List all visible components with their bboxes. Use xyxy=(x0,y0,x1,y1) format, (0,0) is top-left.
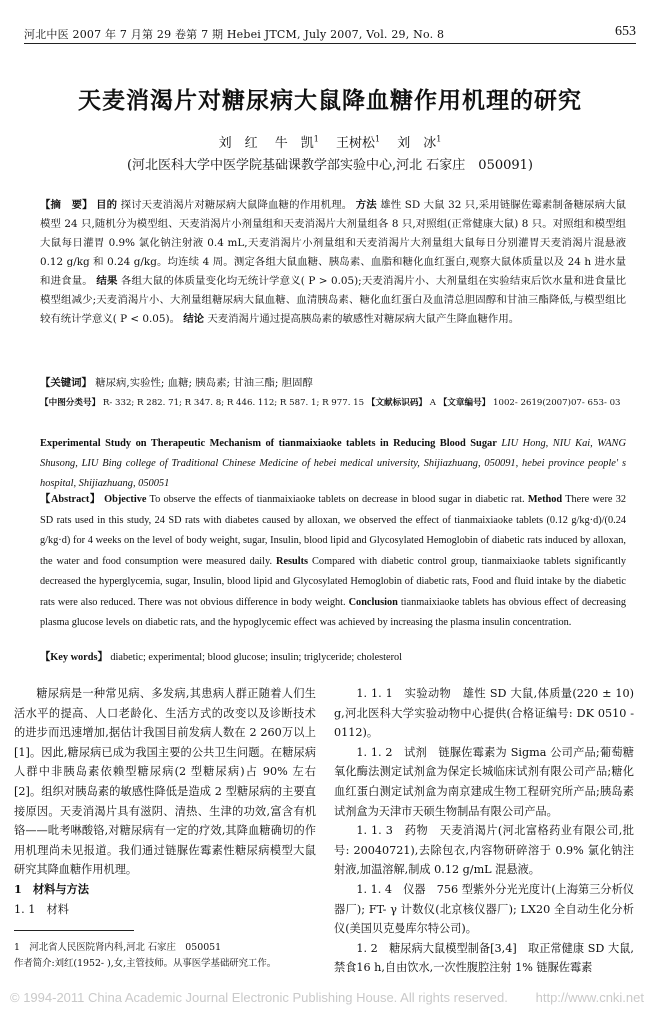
article-id-value: 1002- 2619(2007)07- 653- 03 xyxy=(493,398,621,408)
en-keywords-text: diabetic; experimental; blood glucose; insulin; triglyceride; cholesterol xyxy=(110,652,403,663)
english-abstract xyxy=(40,490,626,634)
results-text: Compared with diabetic control group, tianmaixiaoke tablets significantly decreased the hyperglycemia, sugar, Insulin, blood lipid and Glycosylated Hemoglobin of diabetic rats, Food and fluid intake by the diabetic rats were also reduced. There was not obvious difference in body weight. xyxy=(40,555,626,608)
footnotes xyxy=(14,940,316,972)
section-heading-materials-methods: 1 材料与方法 xyxy=(14,881,89,896)
page-number: 653 xyxy=(615,24,636,39)
footnote-affiliation: 1 河北省人民医院肾内科,河北 石家庄 050051 xyxy=(14,942,222,953)
english-authors: LIU Hong, NIU Kai, WANG Shusong, LIU Bing college of Traditional Chinese Medicine of hebei medical university, Shijiazhuang, 050091, hebei province people' s hospital, Shijiazhuang, 050051 xyxy=(40,438,626,489)
results-label: Results xyxy=(276,555,309,567)
para-reagents: 1. 1. 2 试剂 链脲佐霉素为 Sigma 公司产品;葡萄糖氧化酶法测定试剂盒为保定长城临床试剂有限公司产品;糖化血红蛋白测定试剂盒为南京建成生物工程研究所产品;胰岛素试剂盒为天津市天硕生物制品有限公司产品。 xyxy=(334,745,634,818)
objective-text: To observe the effects of tianmaixiaoke tablets on decrease in blood sugar in diabetic rat. xyxy=(149,494,525,505)
author-3-mark: 1 xyxy=(375,134,381,144)
doc-code-label: 【文献标识码】 xyxy=(366,398,428,408)
watermark-url[interactable]: http://www.cnki.net xyxy=(535,990,644,1005)
body-column-left xyxy=(14,684,316,919)
para-animals: 1. 1. 1 实验动物 雄性 SD 大鼠,体质量(220 ± 10) g,河北医科大学实验动物中心提供(合格证编号: DK 0510 - 0112)。 xyxy=(334,687,634,740)
para-model-prep: 1. 2 糖尿病大鼠模型制备[3,4] 取正常健康 SD 大鼠,禁食16 h,自由饮水,一次性腹腔注射 1% 链脲佐霉素 xyxy=(334,941,634,975)
running-header xyxy=(24,22,636,44)
english-title-block xyxy=(40,434,626,494)
author-4: 刘 冰 xyxy=(397,136,437,151)
clc-value: R- 332; R 282. 71; R 347. 8; R 446. 112; R 587. 1; R 977. 15 xyxy=(102,398,365,408)
keywords-label: 【关键词】 xyxy=(40,377,92,389)
chinese-keywords xyxy=(40,374,626,389)
english-title: Experimental Study on Therapeutic Mechanism of tianmaixiaoke tablets in Reducing Blood Sugar xyxy=(40,438,497,449)
journal-citation: 河北中医 2007 年 7 月第 29 卷第 7 期 Hebei JTCM, July 2007, Vol. 29, No. 8 xyxy=(24,28,445,41)
conclusion-label: 结论 xyxy=(183,313,205,325)
footnote-divider xyxy=(14,930,134,931)
purpose-label: 目的 xyxy=(96,199,118,211)
author-3: 王树松 xyxy=(336,136,376,151)
keywords-text: 糖尿病,实验性; 血糖; 胰岛素; 甘油三酯; 胆固醇 xyxy=(95,377,313,389)
method-label: 方法 xyxy=(355,199,377,211)
intro-paragraph: 糖尿病是一种常见病、多发病,其患病人群正随着人们生活水平的提高、人口老龄化、生活方式的改变以及诊断技术的进步而迅速增加,据估计我国目前发病人数在 2 260万以上[1]。因此,糖尿病已成为我国主要的公共卫生问题。在糖尿病人群中非胰岛素依赖型糖尿病(2 型糖尿病)占 90% 左右[2]。组织对胰岛素的敏感性降低是造成 2 型糖尿病的主要直接原因。天麦消渴片具有滋阴、清热、生津的功效,富含有机铬——吡考啉酸铬,对糖尿病有一定的疗效,其降血糖确切的作用机理尚未见报道。我们通过链脲佐霉素性糖尿病模型大鼠研究其降血糖作用机理。 xyxy=(14,687,316,877)
objective-label: Objective xyxy=(104,494,147,505)
watermark-copyright: © 1994-2011 China Academic Journal Electronic Publishing House. All rights reserved. xyxy=(10,990,508,1005)
doc-code-value: A xyxy=(429,398,436,408)
footnote-author-bio: 作者简介:刘红(1952- ),女,主管技师。从事医学基础研究工作。 xyxy=(14,958,277,969)
conclusion-text: 天麦消渴片通过提高胰岛素的敏感性对糖尿病大鼠产生降血糖作用。 xyxy=(207,313,520,325)
result-label: 结果 xyxy=(96,275,118,287)
en-conclusion-text: tianmaixiaoke tablets has obvious effect of decreasing plasma glucose levels on diabetic rats, and the hypoglycemic effect was achieved by increasing the plasma insulin concentration. xyxy=(40,596,627,628)
author-4-mark: 1 xyxy=(436,134,442,144)
method-text: 雄性 SD 大鼠 32 只,采用链脲佐霉素制备糖尿病大鼠模型 24 只,随机分为模型组、天麦消渴片小剂量组和天麦消渴片大剂量组各 8 只,对照组(正常健康大鼠) 8 只。对照组和模型组大鼠每日灌胃 0.9% 氯化钠注射液 0.4 mL,天麦消渴片小剂量组和天麦消渴片大剂量组大鼠每日分别灌胃天麦消渴片混悬液 0.12 g/kg 和 0.24 g/kg。均连续 4 周。测定各组大鼠血糖、胰岛素、血脂和糖化血红蛋白,观察大鼠体质量以及 24 h 进水量和进食量。 xyxy=(40,199,627,287)
result-text: 各组大鼠的体质量变化均无统计学意义( P > 0.05);天麦消渴片小、大剂量组在实验结束后饮水量和进食量比模型组减少;天麦消渴片小、大剂量组糖尿病大鼠血糖、血清胰岛素、糖化血红蛋白及血清总胆固醇和甘油三酯降低,与模型组比较有统计学意义( P < 0.05)。 xyxy=(40,275,627,325)
abstract-label: 【摘 要】 xyxy=(40,199,93,211)
subsection-heading-materials: 1. 1 材料 xyxy=(14,902,69,916)
en-method-label: Method xyxy=(527,494,563,505)
en-keywords-label: 【Key words】 xyxy=(40,652,108,663)
en-conclusion-label: Conclusion xyxy=(348,596,398,608)
copyright-watermark xyxy=(10,990,650,1005)
author-2: 牛 凯 xyxy=(274,136,314,151)
english-keywords xyxy=(40,648,626,663)
author-1: 刘 红 xyxy=(218,136,258,151)
affiliation: (河北医科大学中医学院基础课教学部实验中心,河北 石家庄 050091) xyxy=(126,158,534,173)
body-column-right xyxy=(334,684,634,978)
author-2-mark: 1 xyxy=(313,134,319,144)
en-abstract-label: 【Abstract】 xyxy=(40,494,101,505)
purpose-text: 探讨天麦消渴片对糖尿病大鼠降血糖的作用机理。 xyxy=(120,199,353,211)
paper-title: 天麦消渴片对糖尿病大鼠降血糖作用机理的研究 xyxy=(78,87,582,114)
para-drugs: 1. 1. 3 药物 天麦消渴片(河北富格药业有限公司,批号: 20040721),去除包衣,内容物研碎溶于 0.9% 氯化钠注射液,加温溶解,制成 0.12 g/mL 混悬液。 xyxy=(334,824,634,877)
en-method-text: There were 32 SD rats used in this study, 24 SD rats with diabetes caused by alloxan, we observed the effect of tianmaixiaoke tablets (0.12 g/kg·d)/(0.24 g/kg·d) for 4 weeks on the level of body weight, sugar, Insulin, blood lipid and Glycosylated Hemoglobin of diabetic rats induced by alloxan, the water and food consumption were measured daily. xyxy=(40,494,626,567)
para-instruments: 1. 1. 4 仪器 756 型紫外分光光度计(上海第三分析仪器厂); FT- γ 计数仪(北京核仪器厂); LX20 全自动生化分析仪(美国贝克曼库尔特公司)。 xyxy=(334,882,634,936)
classification-line xyxy=(40,396,626,408)
clc-label: 【中图分类号】 xyxy=(40,398,101,408)
chinese-abstract xyxy=(40,196,626,329)
author-list xyxy=(0,132,660,151)
article-id-label: 【文章编号】 xyxy=(438,398,491,408)
